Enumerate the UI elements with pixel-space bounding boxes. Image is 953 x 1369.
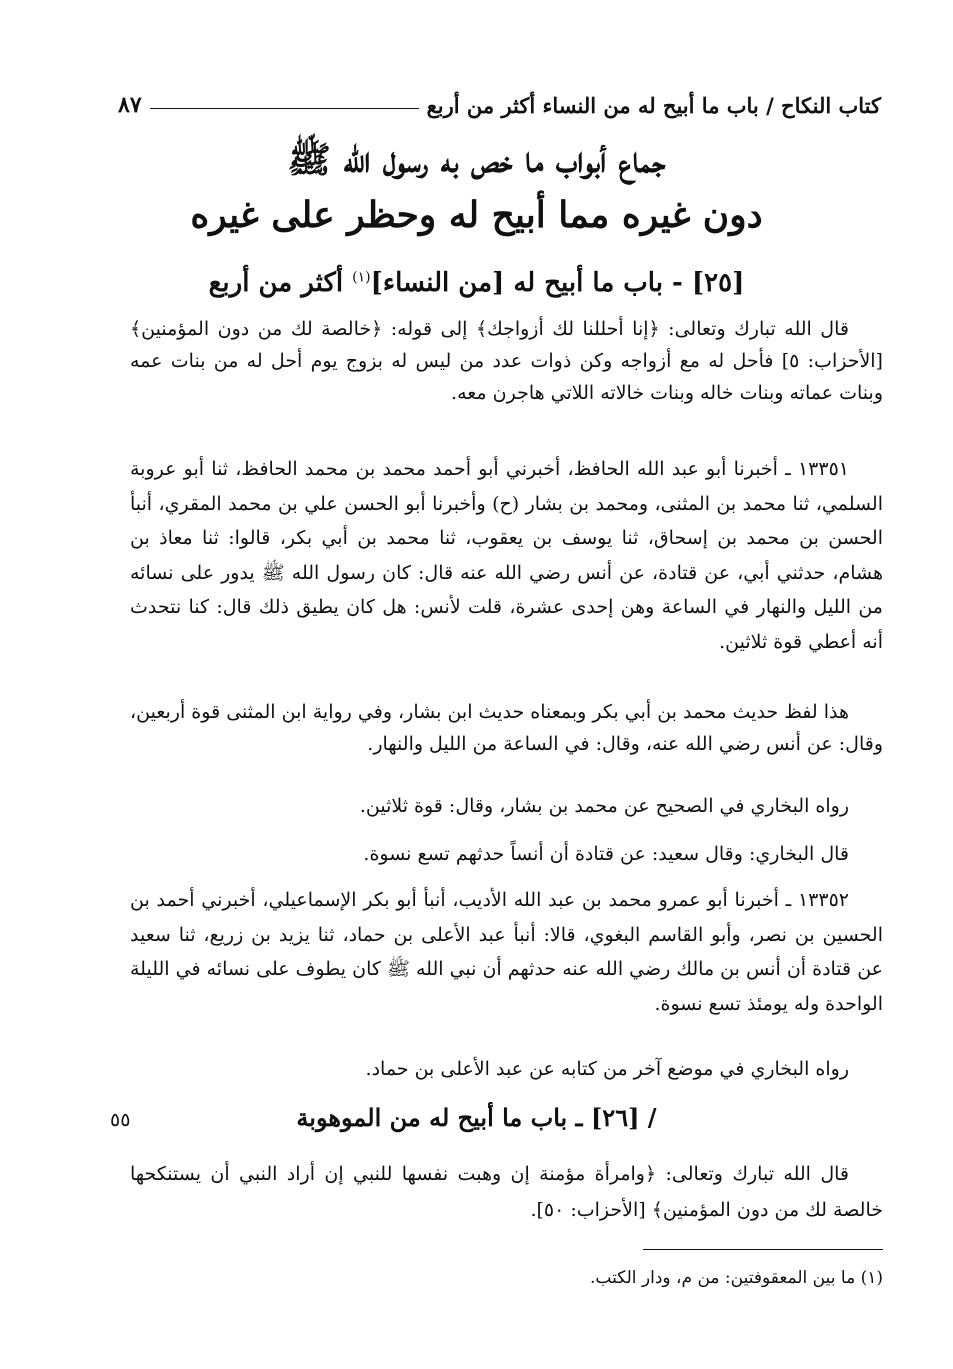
- running-head: [118, 78, 881, 118]
- paragraph-verse-2: قال الله تبارك وتعالى: ﴿وامرأة مؤمنة إن وهبت نفسها للنبي إن أراد النبي أن يستنكحها خالصة لك من دون المؤمنين﴾ [الأحزاب: ٥٠].: [130, 1163, 883, 1221]
- footnote-reference: (١): [352, 269, 371, 286]
- subheading-row: [110, 1103, 883, 1143]
- running-head-title: كتاب النكاح / باب ما أبيح له من النساء أكثر من أربع: [426, 93, 881, 118]
- section-title-line-1: جماع أبواب ما خص به رسول الله ﷺ: [287, 139, 666, 181]
- paragraph-hadith-13352: ١٣٣٥٢ ـ أخبرنا أبو عمرو محمد بن عبد الله الأديب، أنبأ أبو بكر الإسماعيلي، أخبرني أحمد بن الحسين بن نصر، وأبو القاسم البغوي، قالا: أنبأ عبد الأعلى بن حماد، ثنا يزيد بن زريع، ثنا سعيد عن قتادة أن أنس بن مالك رضي الله عنه حدثهم أن نبي الله ﷺ كان يطوف على نسائه في الليلة الواحدة وله يومئذ تسع نسوة.: [130, 889, 883, 1015]
- section-title-line-2: دون غيره مما أبيح له وحظر على غيره: [190, 194, 763, 236]
- paragraph-verse: قال الله تبارك وتعالى: ﴿إنا أحللنا لك أزواجك﴾ إلى قوله: ﴿خالصة لك من دون المؤمنين﴾ [الأحزاب: ٥] فأحل له مع أزواجه وكن ذوات عدد من ليس له بزوج يوم أحل له من بنات عمه وبنات عماته وبنات خاله وبنات خالاته اللاتي هاجرن معه.: [130, 318, 883, 404]
- margin-volume-number: ٥٥: [110, 1109, 131, 1131]
- paragraph-commentary: هذا لفظ حديث محمد بن أبي بكر وبمعناه حديث ابن بشار، وفي رواية ابن المثنى قوة أربعين، وقال: عن أنس رضي الله عنه، وقال: في الساعة من الليل والنهار.: [130, 701, 883, 755]
- page-number: ٨٧: [118, 92, 142, 118]
- running-head-rule: [150, 108, 419, 109]
- paragraph-bukhari-1: رواه البخاري في الصحيح عن محمد بن بشار، وقال: قوة ثلاثين.: [359, 795, 849, 817]
- paragraph-bukhari-3: رواه البخاري في موضع آخر من كتابه عن عبد الأعلى بن حماد.: [365, 1058, 849, 1080]
- chapter-heading: [120, 268, 833, 298]
- chapter-heading-text: [٢٥] - باب ما أبيح له [من النساء]: [370, 268, 745, 298]
- paragraph-hadith-13351: ١٣٣٥١ ـ أخبرنا أبو عبد الله الحافظ، أخبرني أبو أحمد محمد بن محمد الحافظ، ثنا أبو عروبة السلمي، ثنا محمد بن المثنى، ومحمد بن بشار (ح) وأخبرنا أبو الحسن علي بن محمد المقري، أنبأ الحسن بن محمد بن إسحاق، ثنا يوسف بن يعقوب، ثنا محمد بن أبي بكر، قالوا: ثنا معاذ بن هشام، حدثني أبي، عن قتادة، عن أنس رضي الله عنه قال: كان رسول الله ﷺ يدور على نسائه من الليل والنهار في الساعة وهن إحدى عشرة، قلت لأنس: هل كان يطيق ذلك قال: كنا نتحدث أنه أعطي قوة ثلاثين.: [130, 458, 883, 653]
- footnote-rule: [643, 1249, 883, 1250]
- paragraph-bukhari-2: قال البخاري: وقال سعيد: عن قتادة أن أنساً حدثهم تسع نسوة.: [363, 843, 849, 865]
- chapter-heading-text-after: أكثر من أربع: [208, 268, 353, 298]
- footnote: (١) ما بين المعقوفتين: من م، ودار الكتب.: [590, 1268, 883, 1288]
- chapter-heading-26: / [٢٦] ـ باب ما أبيح له من الموهوبة: [296, 1103, 657, 1132]
